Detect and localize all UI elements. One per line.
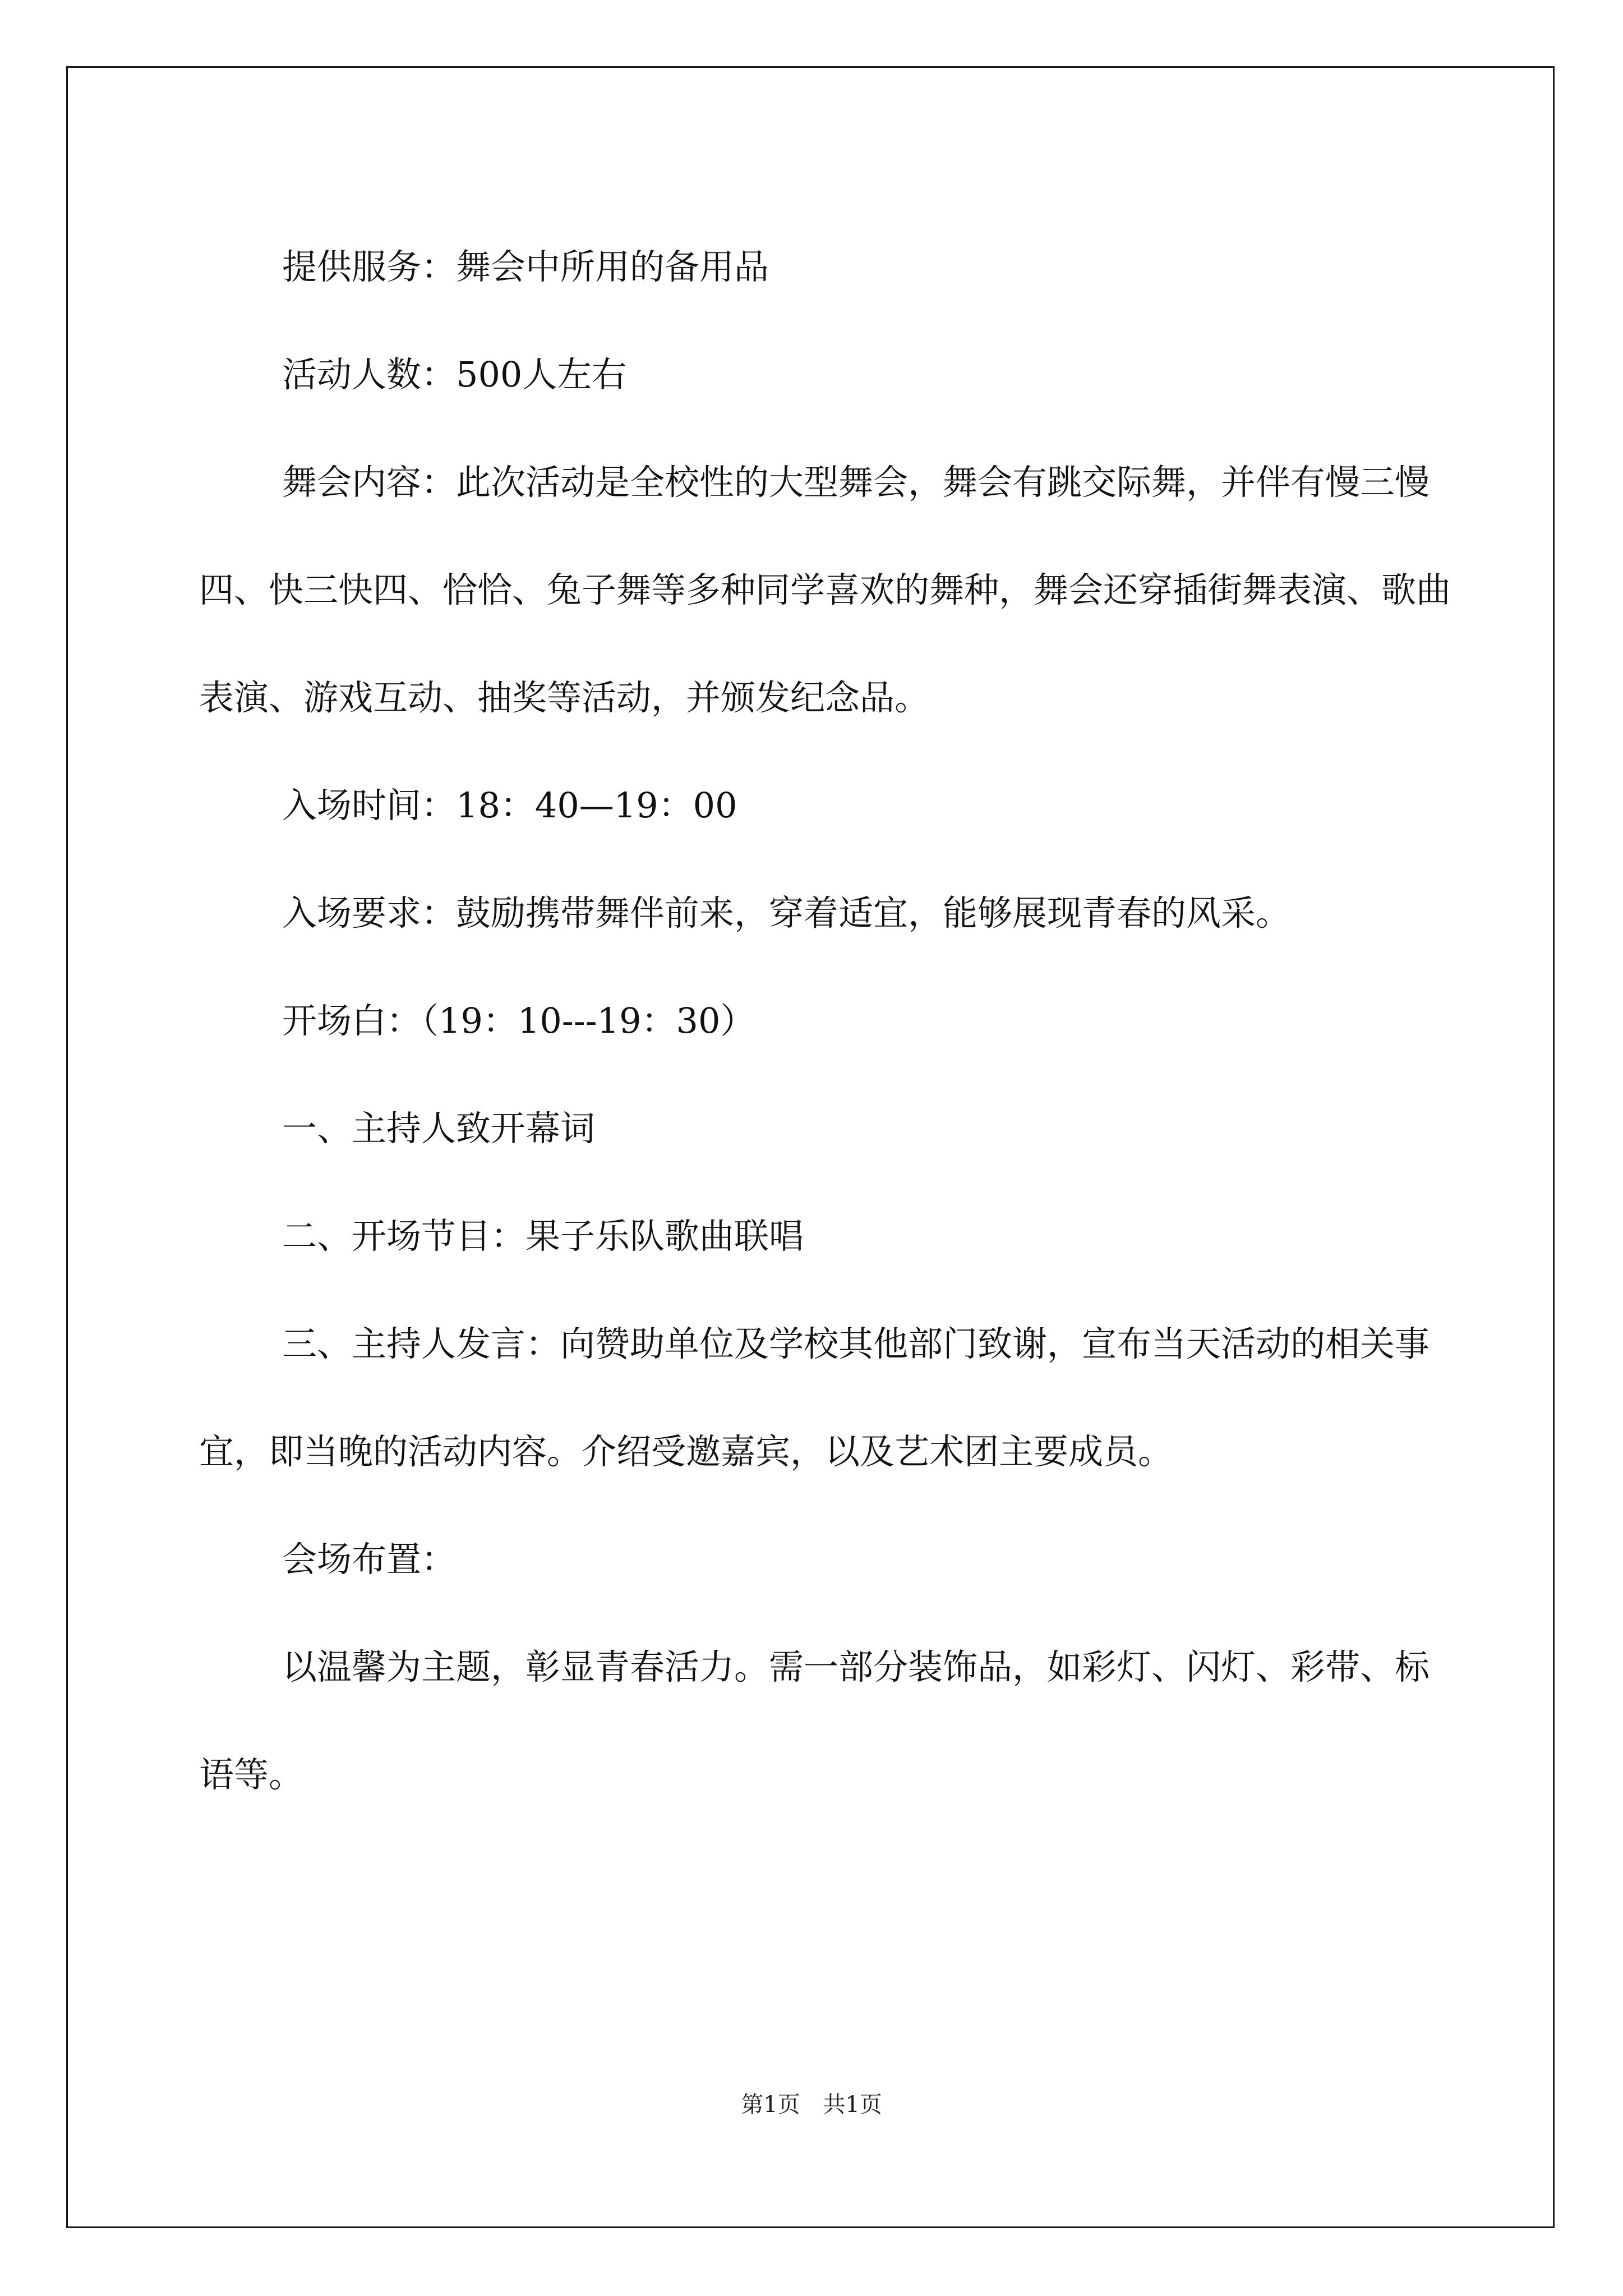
paragraph-entry-time: 入场时间：18：40—19：00 <box>282 785 737 826</box>
paragraph-item-3: 三、主持人发言：向赞助单位及学校其他部门致谢，宣布当天活动的相关事宜，即当晚的活动内容。介绍受邀嘉宾，以及艺术团主要成员。 <box>199 1323 1430 1472</box>
document-body <box>199 213 1455 1829</box>
paragraph-dance-content: 舞会内容：此次活动是全校性的大型舞会，舞会有跳交际舞，并伴有慢三慢四、快三快四、恰恰、兔子舞等多种同学喜欢的舞种，舞会还穿插街舞表演、歌曲表演、游戏互动、抽奖等活动，并颁发纪念品。 <box>199 462 1451 718</box>
paragraph-entry-requirements: 入场要求：鼓励携带舞伴前来，穿着适宜，能够展现青春的风采。 <box>282 892 1291 933</box>
page-number-current: 第1页 <box>741 2092 800 2118</box>
paragraph-opening: 开场白：（19：10---19：30） <box>282 1000 755 1041</box>
page-number-total: 共1页 <box>823 2092 882 2118</box>
paragraph-venue-details: 以温馨为主题，彰显青春活力。需一部分装饰品，如彩灯、闪灯、彩带、标语等。 <box>199 1646 1430 1795</box>
paragraph-service: 提供服务：舞会中所用的备用品 <box>282 246 769 287</box>
paragraph-item-2: 二、开场节目：果子乐队歌曲联唱 <box>282 1216 804 1257</box>
paragraph-venue-heading: 会场布置： <box>282 1539 457 1580</box>
paragraph-item-1: 一、主持人致开幕词 <box>282 1108 596 1149</box>
paragraph-attendance: 活动人数：500人左右 <box>282 354 627 395</box>
page-footer <box>0 2087 1623 2119</box>
